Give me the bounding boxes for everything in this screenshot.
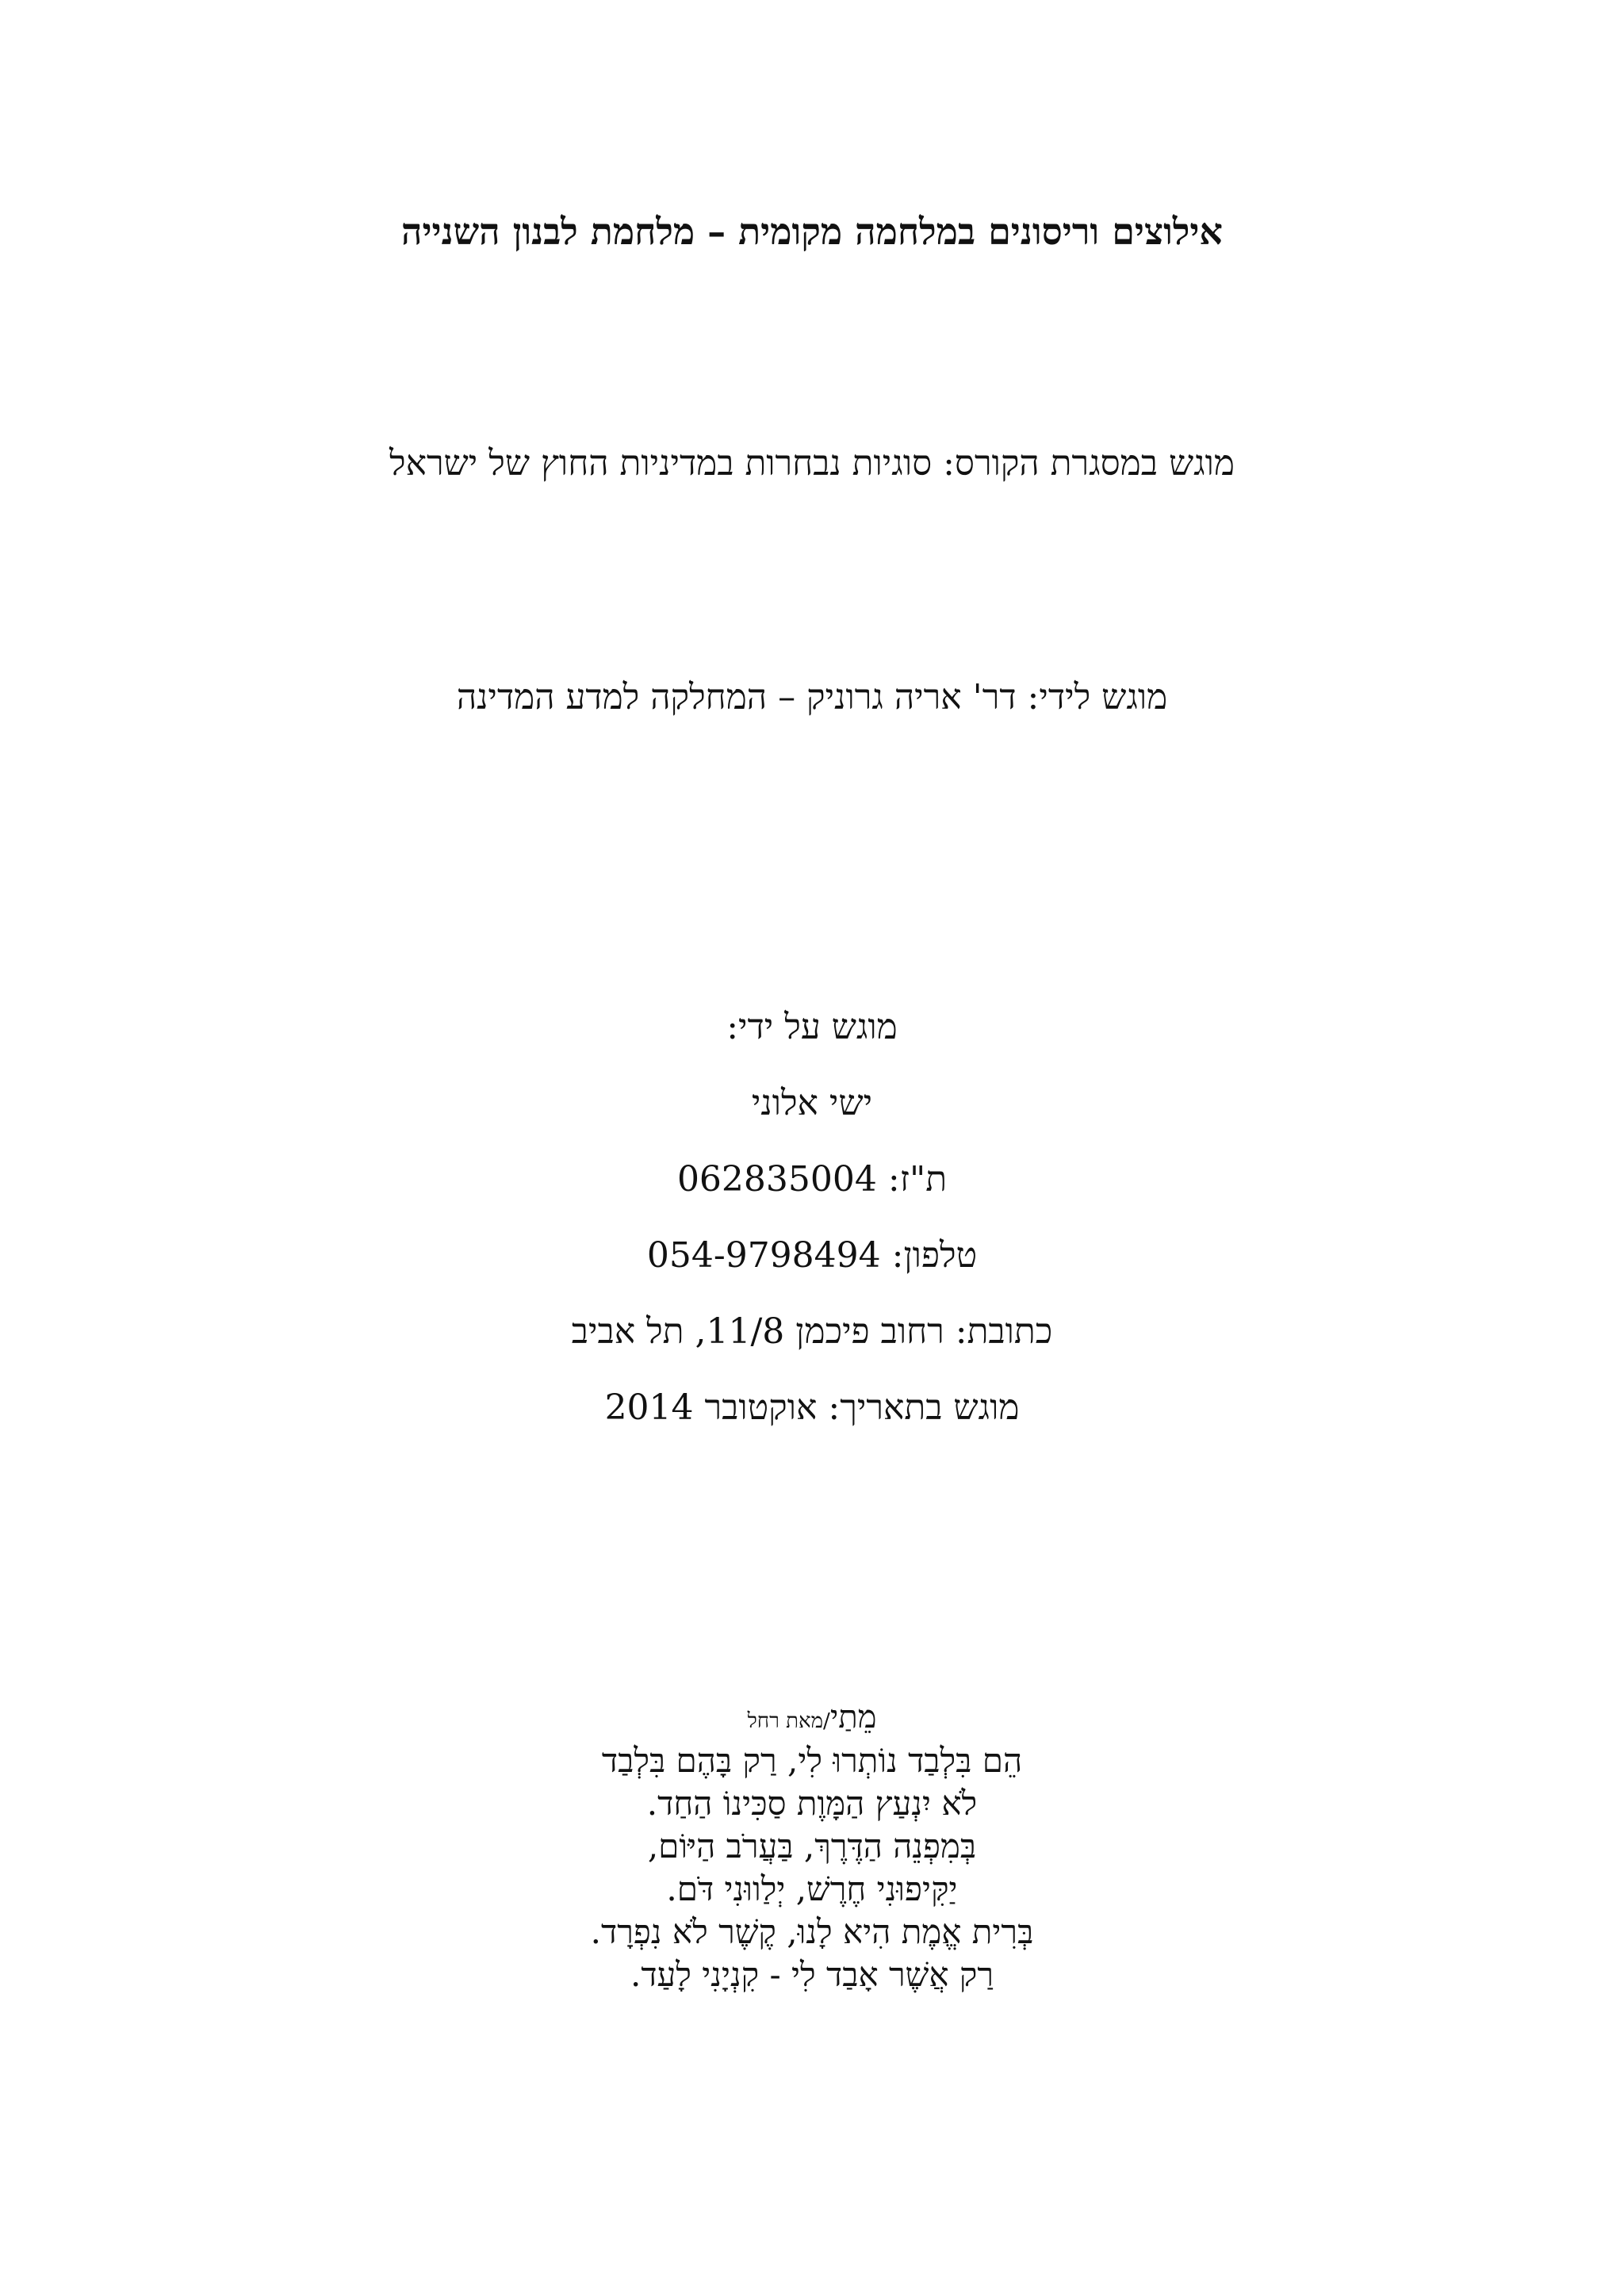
submission-date: מוגש בתאריך: אוקטובר 2014 — [604, 1387, 1020, 1428]
poem-line: רַק אֲשֶׁר אָבַד לִי - קִנְיָנִי לָעַד. — [630, 1955, 994, 1994]
poem-heading — [0, 1695, 1624, 1739]
poem-line: יַקִּיפוּנִי חֶרֶשׁ, יְלַווּנִי דֹּם. — [666, 1869, 958, 1908]
poem-author: /מאת רחל — [747, 1709, 830, 1733]
poem-block — [0, 1695, 1624, 1996]
poem-title: מֵתַי — [829, 1699, 877, 1735]
submitter-phone: טלפון: 054-9798494 — [646, 1235, 978, 1276]
poem-line: בְּרִית אֱמֶת הִיא לָנוּ, קֶשֶׁר לֹא נִפְרָד. — [590, 1912, 1034, 1951]
poem-line: לֹא יִנְעַץ הַמָּוֶת סַכִּינוֹ הַחַד. — [646, 1784, 978, 1823]
submitter-block — [0, 989, 1624, 1446]
course-line: מוגש במסגרת הקורס: סוגיות נבחרות במדיניות החוץ של ישראל — [389, 443, 1235, 484]
submitted-by-label: מוגש על ידי: — [726, 1007, 898, 1047]
poem-line: בְּמִפְנֵה הַדֶּרֶךְ, בַּעֲרֹב הַיּוֹם, — [647, 1827, 977, 1866]
submitter-address: כתובת: רחוב פיכמן 11/8, תל אביב — [571, 1311, 1053, 1352]
submitter-id: ת"ז: 062835004 — [676, 1159, 948, 1200]
lecturer-line: מוגש לידי: דר' אריה גרוניק – המחלקה למדע המדינה — [456, 677, 1168, 718]
submitter-name: ישי אלוני — [751, 1083, 873, 1123]
document-title: אילוצים וריסונים במלחמה מקומית – מלחמת לבנון השנייה — [401, 210, 1223, 253]
poem-line: הֵם בִּלְבַד נוֹתְרוּ לִי, רַק בָּהֶם בִּלְבַד — [601, 1741, 1023, 1780]
